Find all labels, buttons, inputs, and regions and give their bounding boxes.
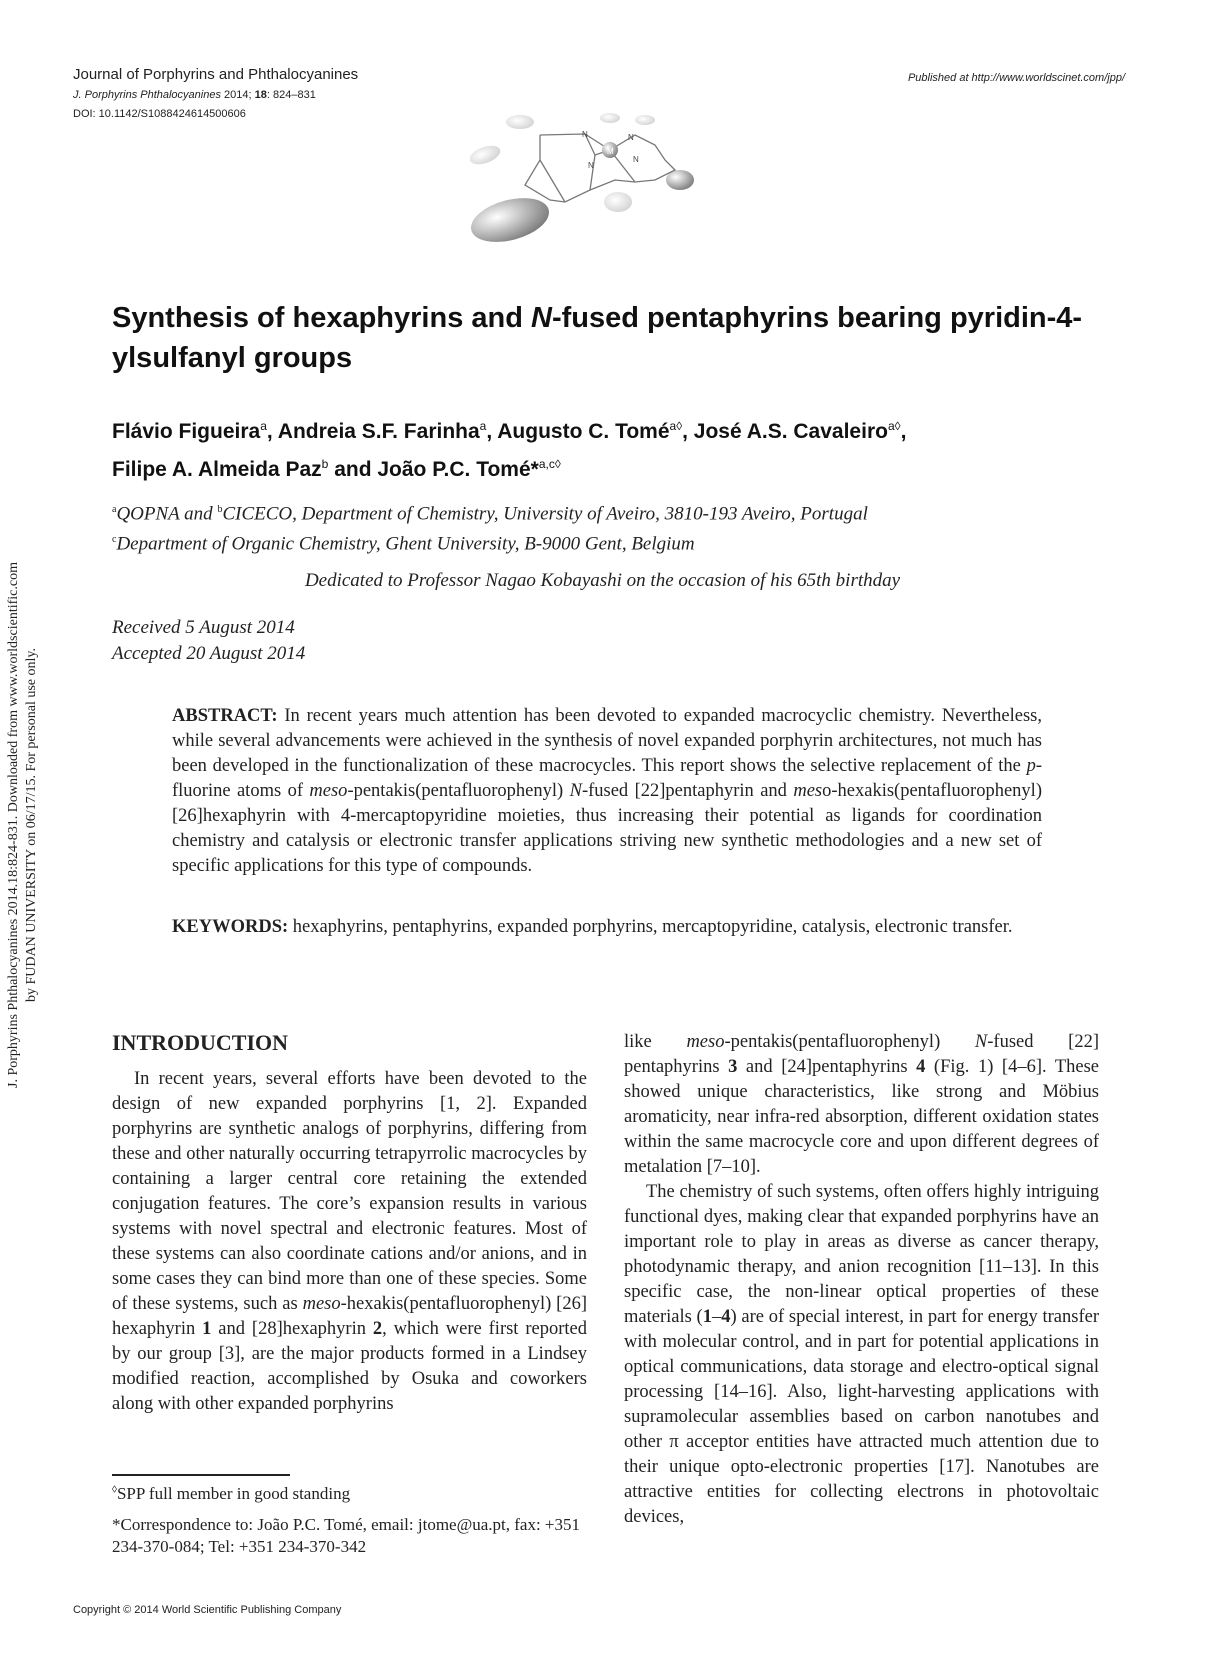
atom-n-label: N bbox=[628, 133, 634, 142]
download-sidebar-note: J. Porphyrins Phthalocyanines 2014.18:824-831. Downloaded from www.worldscientific.com by FUDAN UNIVERSITY on 06/17/15. For personal use only. bbox=[6, 562, 39, 1088]
copyright: Copyright © 2014 World Scientific Publishing Company bbox=[73, 1604, 342, 1616]
affiliations bbox=[112, 497, 868, 558]
dedication: Dedicated to Professor Nagao Kobayashi on the occasion of his 65th birthday bbox=[304, 570, 901, 591]
footnote-divider bbox=[112, 1474, 290, 1476]
atom-n-label: N bbox=[582, 130, 588, 139]
keywords-label: KEYWORDS: bbox=[172, 917, 289, 937]
author: Augusto C. Tomé$^{a◊}$, bbox=[497, 419, 694, 443]
paper-title: Synthesis of hexaphyrins and N-fused pentaphyrins bearing pyridin-4-ylsulfanyl groups bbox=[112, 302, 1083, 374]
author: Andreia S.F. Farinha$^a$, bbox=[277, 419, 498, 443]
porphyrin-logo bbox=[470, 110, 740, 260]
author: João P.C. Tomé*$^{a,c◊}$ bbox=[377, 457, 561, 481]
received-date: Received 5 August 2014 bbox=[112, 617, 295, 638]
author: Filipe A. Almeida Paz$^b$ and bbox=[112, 457, 378, 481]
section-heading-introduction: INTRODUCTION bbox=[112, 1030, 289, 1055]
atom-n-label: N bbox=[633, 155, 639, 164]
paragraph: The chemistry of such systems, often offers highly intriguing functional dyes, making clear that expanded porphyrins have an important role to play in areas as diverse as cancer therapy, photodynamic therapy, and anion recognition [11–13]. In this specific case, the non-linear optical properties of these materials (1–4) are of special interest, in part for energy transfer with molecular control, and in part for potential applications in optical communications, data storage and electro-optical signal processing [14–16]. Also, light-harvesting applications with supramolecular assemblies based on carbon nanotubes and other π acceptor entities have attracted much attention due to their unique opto-electronic properties [17]. Nanotubes are attractive entities for collecting electrons in photovoltaic devices, bbox=[624, 1182, 1100, 1527]
paragraph: like meso-pentakis(pentafluorophenyl) N-fused [22] pentaphyrins 3 and [24]pentaphyrins 4 (Fig. 1) [4–6]. These showed unique characteristics, like strong and Möbius aromaticity, near infra-red absorption, different oxidation states within the same macrocycle core and upon different degrees of metalation [7–10]. bbox=[624, 1032, 1100, 1177]
doi: DOI: 10.1142/S1088424614500606 bbox=[73, 108, 246, 120]
atom-m-label: M bbox=[607, 147, 614, 156]
affiliation-ab: $^a$QOPNA and $^b$CICECO, Department of Chemistry, University of Aveiro, 3810-193 Aveiro, Portugal bbox=[112, 503, 868, 525]
footnote-correspondence: *Correspondence to: João P.C. Tomé, email: jtome@ua.pt, fax: +351 234-370-084; Tel: +351 234-370-342 bbox=[112, 1515, 581, 1556]
intro-left-column: In recent years, several efforts have been devoted to the design of new expanded porphyrins [1, 2]. Expanded porphyrins are synthetic analogs of porphyrins, differing from these and other naturally occurring tetrapyrrolic macrocycles by containing a larger central core retaining the extended conjugation features. The core’s expansion results in various systems with novel spectral and electronic features. Most of these systems can also coordinate cations and/or anions, and in some cases they can bind more than one of these species. Some of these systems, such as meso-hexakis(pentafluorophenyl) [26] hexaphyrin 1 and [28]hexaphyrin 2, which were first reported by our group [3], are the major products formed in a Lindsey modified reaction, accomplished by Osuka and coworkers along with other expanded porphyrins bbox=[112, 1069, 587, 1414]
abstract: ABSTRACT: In recent years much attention has been devoted to expanded macrocyclic chemistry. Nevertheless, while several advancements were achieved in the synthesis of novel expanded porphyrin architectures, not much has been developed in the functionalization of these macrocycles. This report shows the selective replacement of the p-fluorine atoms of meso-pentakis(pentafluorophenyl) N-fused [22]pentaphyrin and meso-hexakis(pentafluorophenyl) [26]hexaphyrin with 4-mercaptopyridine moieties, thus increasing their potential as ligands for coordination chemistry and catalysis or electronic transfer applications striving new synthetic methodologies and a new set of specific applications for this type of compounds. bbox=[172, 706, 1042, 876]
intro-right-column bbox=[624, 1030, 1099, 1530]
journal-name: Journal of Porphyrins and Phthalocyanines bbox=[73, 66, 359, 83]
journal-citation: J. Porphyrins Phthalocyanines 2014; 18: 824–831 bbox=[73, 89, 316, 101]
footnote-spp: ◊SPP full member in good standing bbox=[112, 1484, 351, 1503]
affiliation-c: $^c$Department of Organic Chemistry, Ghent University, B-9000 Gent, Belgium bbox=[112, 533, 695, 555]
keywords: KEYWORDS: hexaphyrins, pentaphyrins, expanded porphyrins, mercaptopyridine, catalysis, electronic transfer. bbox=[172, 917, 1013, 937]
author: Flávio Figueira$^a$, bbox=[112, 419, 278, 443]
accepted-date: Accepted 20 August 2014 bbox=[112, 643, 306, 664]
author: José A.S. Cavaleiro$^{a◊}$, bbox=[693, 419, 907, 443]
author-list bbox=[112, 410, 1102, 486]
received-accepted-dates bbox=[112, 615, 305, 667]
published-url: Published at http://www.worldscinet.com/jpp/ bbox=[907, 72, 1125, 84]
atom-n-label: N bbox=[588, 161, 594, 170]
abstract-label: ABSTRACT: bbox=[172, 706, 278, 726]
